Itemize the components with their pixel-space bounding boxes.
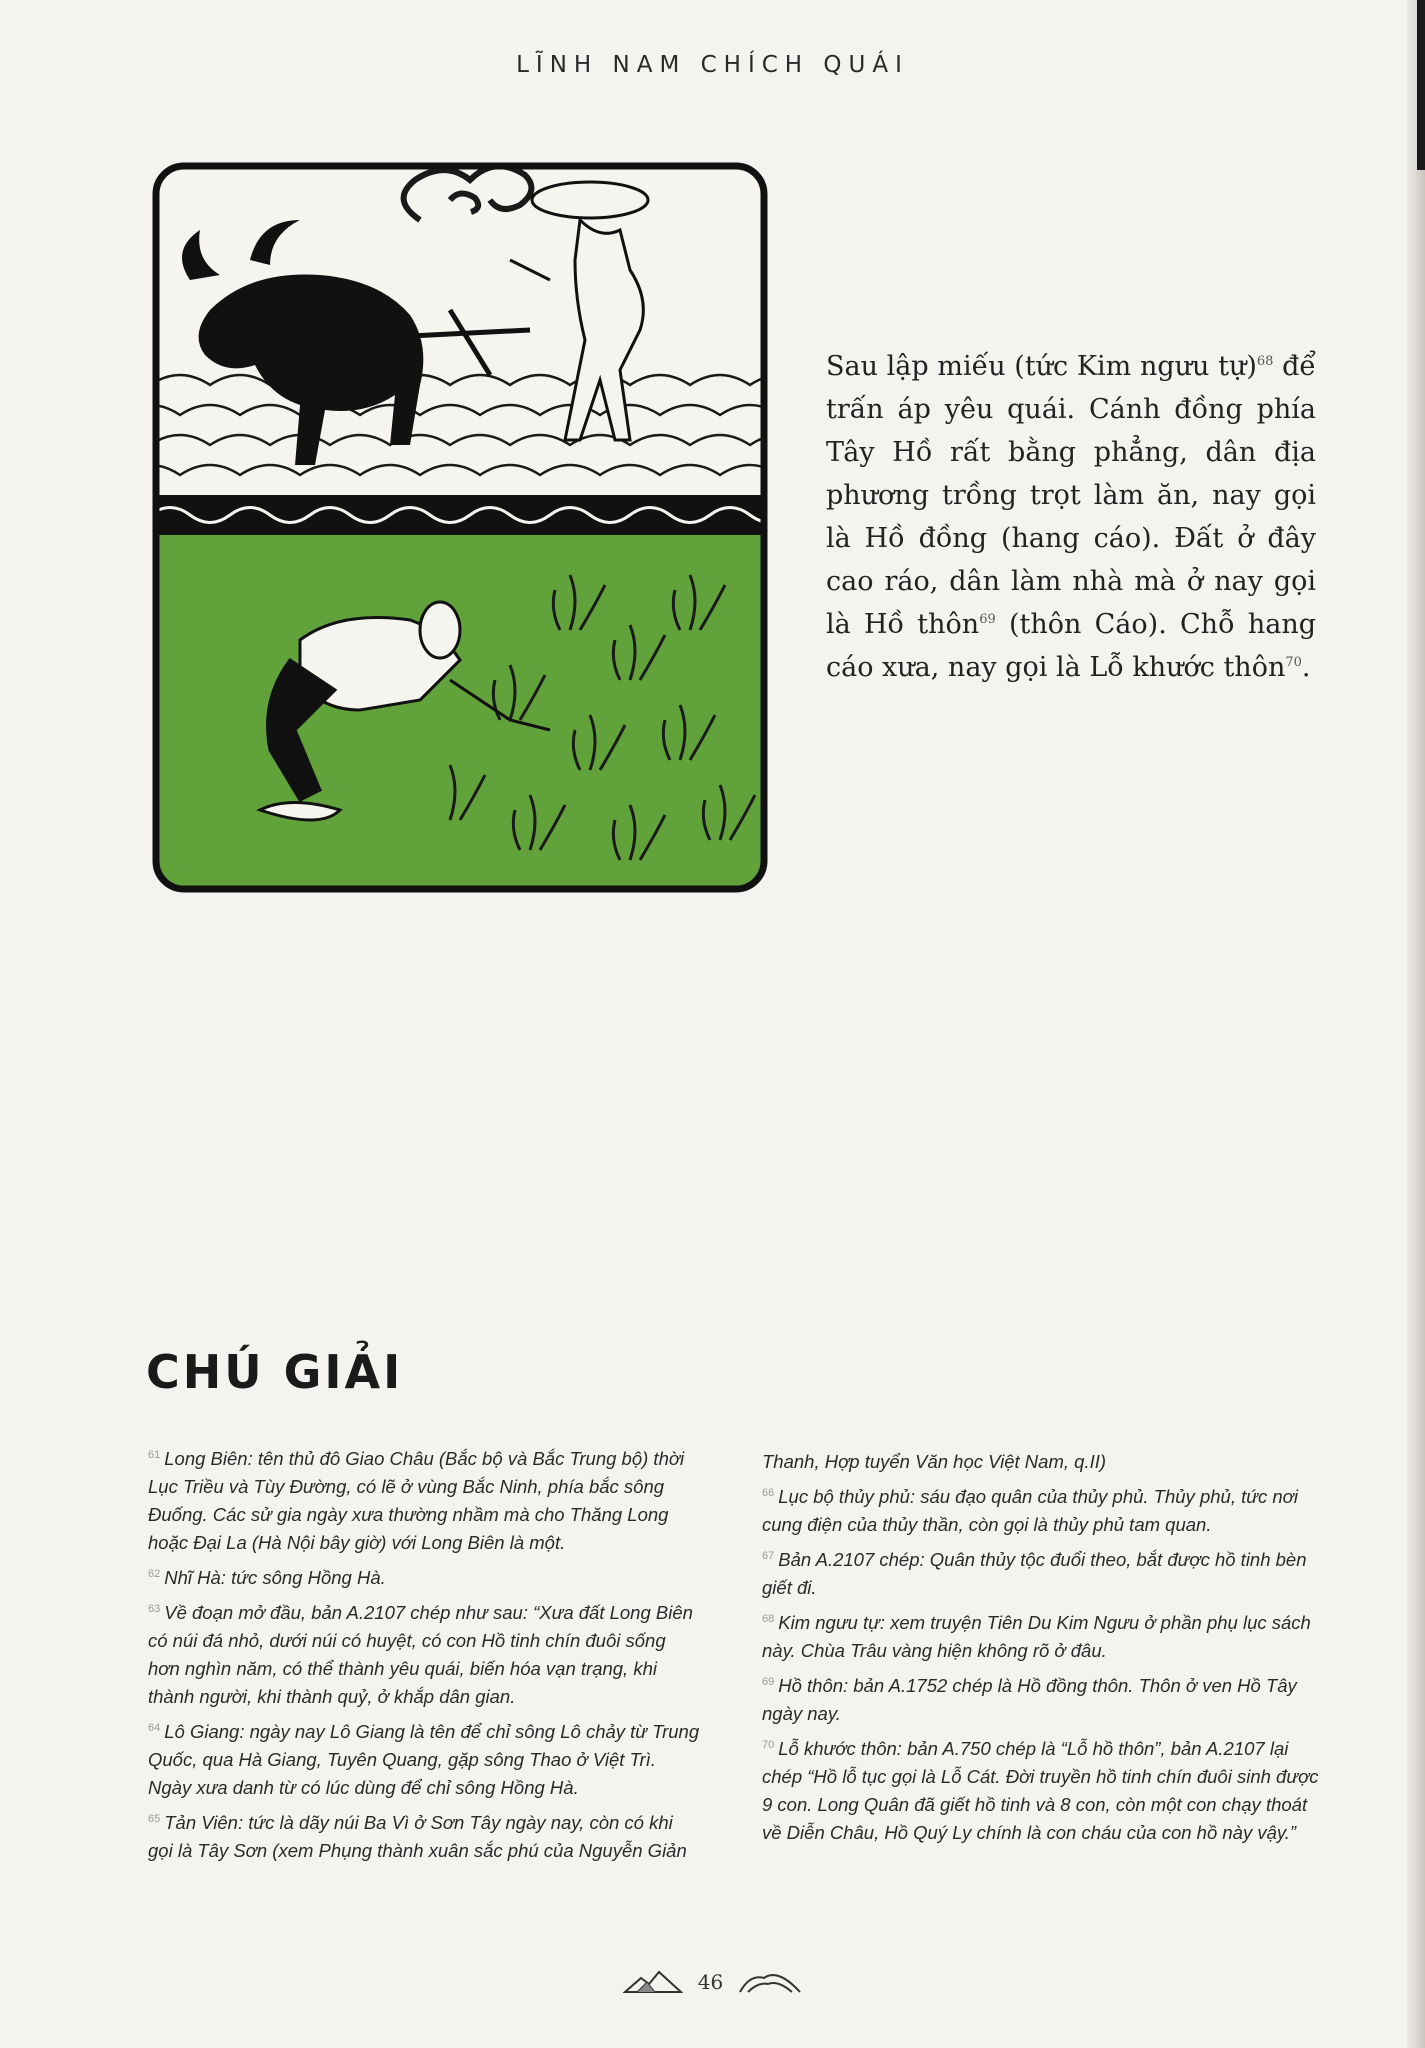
page-number: 46	[697, 1970, 724, 1994]
note-item: $^{65}$ Tản Viên: tức là dãy núi Ba Vì ở Sơn Tây ngày nay, còn có khi gọi là Tây Sơn (xem Phụng thành xuân sắc phú của Nguyễn Giản	[148, 1812, 687, 1861]
rice-field	[150, 535, 770, 895]
footnote-ref: 68	[1256, 354, 1274, 369]
mountain-ornament-left-icon	[623, 1968, 683, 1996]
river-band	[150, 495, 770, 535]
note-item: $^{61}$ Long Biên: tên thủ đô Giao Châu (Bắc bộ và Bắc Trung bộ) thời Lục Triều và Tùy Đường, có lẽ ở vùng Bắc Ninh, phía bắc sông Đuống. Các sử gia ngày xưa thường nhầm mà cho Thăng Long hoặc Đại La (Hà Nội bây giờ) với Long Biên là một.	[148, 1448, 685, 1553]
note-item: $^{64}$ Lô Giang: ngày nay Lô Giang là tên để chỉ sông Lô chảy từ Trung Quốc, qua Hà Giang, Tuyên Quang, gặp sông Thao ở Việt Trì. Ngày xưa danh từ có lúc dùng để chỉ sông Hồng Hà.	[148, 1721, 700, 1798]
note-item: $^{69}$ Hồ thôn: bản A.1752 chép là Hồ đồng thôn. Thôn ở ven Hồ Tây ngày nay.	[762, 1675, 1297, 1724]
note-item: Thanh, Hợp tuyển Văn học Việt Nam, q.II)	[762, 1451, 1107, 1472]
notes-column-right	[762, 1448, 1322, 1854]
footnote-ref: 70	[1285, 655, 1302, 670]
page-edge	[1407, 0, 1425, 2048]
note-item: $^{68}$ Kim ngưu tự: xem truyện Tiên Du Kim Ngưu ở phần phụ lục sách này. Chùa Trâu vàng hiện không rõ ở đâu.	[762, 1612, 1311, 1661]
notes-column-left	[148, 1445, 700, 1872]
folio	[0, 1968, 1425, 1996]
note-item: $^{66}$ Lục bộ thủy phủ: sáu đạo quân của thủy phủ. Thủy phủ, tức nơi cung điện của thủy thần, còn gọi là thủy phủ tam quan.	[762, 1486, 1298, 1535]
note-item: $^{62}$ Nhĩ Hà: tức sông Hồng Hà.	[148, 1567, 386, 1588]
running-head: LĨNH NAM CHÍCH QUÁI	[516, 52, 909, 78]
woodblock-illustration	[150, 160, 770, 895]
body-paragraph: Sau lập miếu (tức Kim ngưu tự)$^{68}$ để trấn áp yêu quái. Cánh đồng phía Tây Hồ rất bằng phẳng, dân địa phương trồng trọt làm ăn, nay gọi là Hồ đồng (hang cáo). Đất ở đây cao ráo, dân làm nhà mà ở nay gọi là Hồ thôn$^{69}$ (thôn Cáo). Chỗ hang cáo xưa, nay gọi là Lỗ khước thôn$^{70}$.	[826, 351, 1316, 683]
section-title: CHÚ GIẢI	[146, 1345, 404, 1399]
footnote-ref: 69	[979, 612, 996, 627]
mountain-ornament-right-icon	[738, 1968, 802, 1996]
note-item: $^{70}$ Lỗ khước thôn: bản A.750 chép là “Lỗ hồ thôn”, bản A.2107 lại chép “Hồ lỗ tục gọi là Lỗ Cát. Đời truyền hồ tinh chín đuôi sinh được 9 con. Long Quân đã giết hồ tinh và 8 con, còn một con chạy thoát về Diễn Châu, Hồ Quý Ly chính là con cháu của con hồ này vậy.”	[762, 1738, 1319, 1843]
note-item: $^{63}$ Về đoạn mở đầu, bản A.2107 chép như sau: “Xưa đất Long Biên có núi đá nhỏ, dưới núi có huyệt, có con Hồ tinh chín đuôi sống hơn nghìn năm, có thể thành yêu quái, biến hóa vạn trạng, khi thành người, khi thành quỷ, ở khắp dân gian.	[148, 1602, 693, 1707]
note-item: $^{67}$ Bản A.2107 chép: Quân thủy tộc đuổi theo, bắt được hồ tinh bèn giết đi.	[762, 1549, 1307, 1598]
